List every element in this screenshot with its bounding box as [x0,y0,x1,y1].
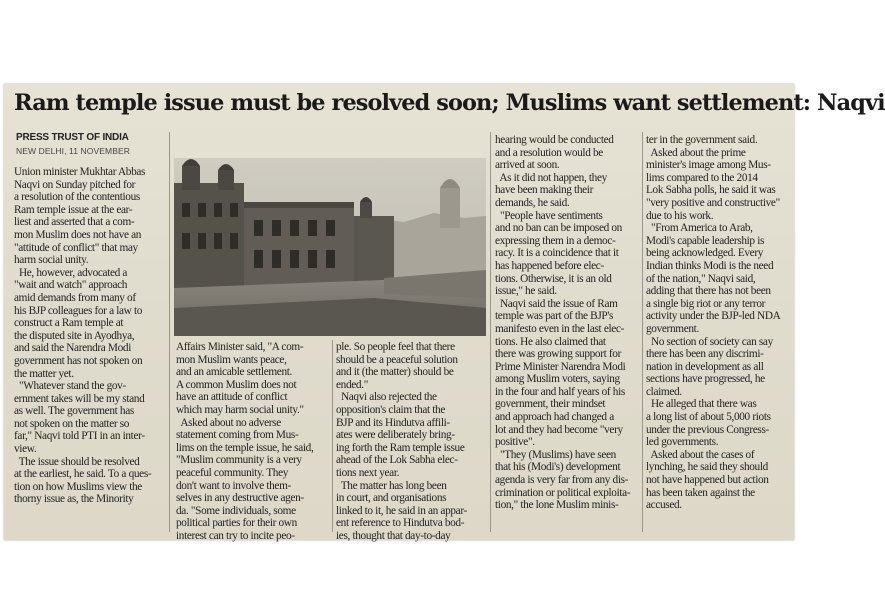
column-rule [332,340,333,532]
article-column-5: ter in the government said. Asked about the prime minister's image among Mus- lims compared to the 2014 Lok Sabha polls, he said it was "very positive and constructive" due to his work. "From America to Arab, Modi's capable leadership is being acknowledged. Every Indian thinks Modi is the need of the nation," Naqvi said, adding that there has not been a single big riot or any terror activity under the BJP-led NDA government. No section of society can say there has been any discrimi- nation in development as all sections have progressed, he claimed. He alleged that there was a long list of about 5,000 riots under the previous Congress- led governments. Asked about the cases of lynching, he said they should not have happened but action has been taken against the accused. [646,134,781,512]
article-photo [174,158,486,336]
byline: PRESS TRUST OF INDIA [16,132,129,143]
headline: Ram temple issue must be resolved soon; Muslims want settlement: Naqvi [14,90,885,116]
column-rule [642,132,643,532]
article-column-2: Affairs Minister said, "A com- mon Muslim wants peace, and an amicable settlement. A common Muslim does not have an attitude of conflict which may harm social unity." Asked about no adverse statement coming from Mus- lims on the temple issue, he said, "Muslim community is a very peaceful community. They don't want to involve them- selves in any destructive agen- da. "Some individuals, some political parties for their own interest can try to incite peo- [176,341,314,542]
newspaper-clipping [4,84,885,542]
column-rule [490,132,491,532]
dateline: NEW DELHI, 11 NOVEMBER [16,146,130,156]
article-column-1: Union minister Mukhtar Abbas Naqvi on Sunday pitched for a resolution of the contentious Ram temple issue at the ear- liest and asserted that a com- mon Muslim does not have an "attitude of conflict" that may harm social unity. He, however, advocated a "wait and watch" approach amid demands from many of his BJP colleagues for a law to construct a Ram temple at the disputed site in Ayodhya, and said the Narendra Modi government has not spoken on the matter yet. "Whatever stand the gov- ernment takes will be my stand as well. The government has not spoken on the matter so far," Naqvi told PTI in an inter- view. The issue should be resolved at the earliest, he said. To a ques- tion on how Muslims view the thorny issue as, the Minority [14,166,152,506]
article-column-3: ple. So people feel that there should be a peaceful solution and it (the matter) should be ended." Naqvi also rejected the opposition's claim that the BJP and its Hindutva affili- ates were deliberately bring- ing forth the Ram temple issue ahead of the Lok Sabha elec- tions next year. The matter has long been in court, and organisations linked to it, he said in an appar- ent reference to Hindutva bod- ies, thought that day-to-day [336,341,467,542]
column-rule [169,132,170,532]
article-column-4: hearing would be conducted and a resolution would be arrived at soon. As it did not happen, they have been making their demands, he said. "People have sentiments and no ban can be imposed on expressing them in a democ- racy. It is a coincidence that it has happened before elec- tions. Otherwise, it is an old issue," he said. Naqvi said the issue of Ram temple was part of the BJP's manifesto even in the last elec- tions. He also claimed that there was growing support for Prime Minister Narendra Modi among Muslim voters, saying in the four and half years of his government, their mindset and approach had changed a lot and they had become "very positive". "They (Muslims) have seen that his (Modi's) development agenda is very far from any dis- crimination or political exploita- tion," the lone Muslim minis- [495,134,631,512]
fort-photo-graphic [174,158,486,336]
